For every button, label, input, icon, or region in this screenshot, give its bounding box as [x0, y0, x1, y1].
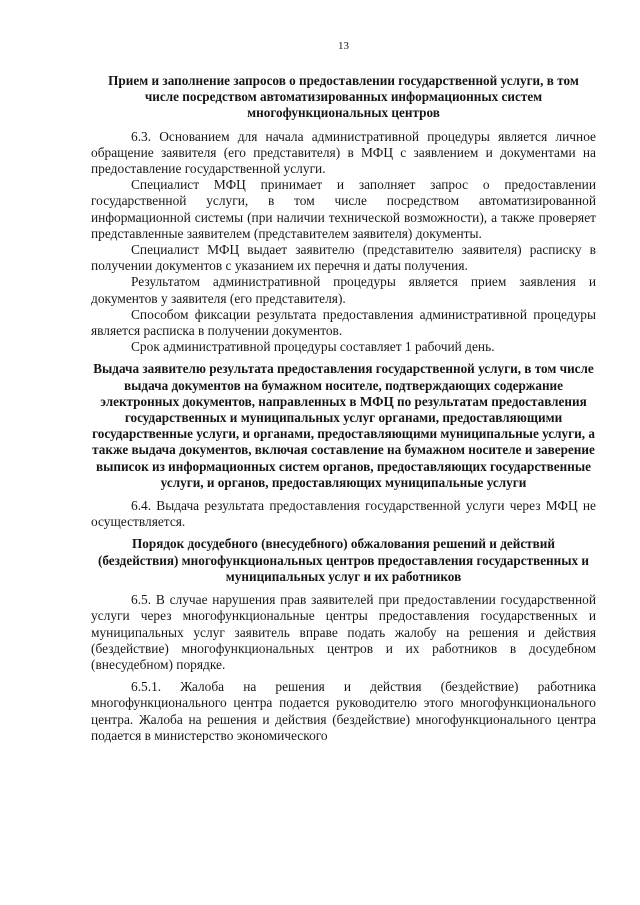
section-heading-issuance: Выдача заявителю результата предоставления государственной услуги, в том числе выдача документов на бумажном носителе, подтверждающих содержание электронных документов, направленных в МФЦ по результатам предоставления государственных и муниципальных услуг органами, предоставляющими государственные услуги, и органами, предоставляющими муниципальные услуги, а также выдача документов, включая составление на бумажном носителе и заверение выписок из информационных систем органов, предоставляющих государственные услуги, и органов, предоставляющих муниципальные услуги	[92, 361, 595, 490]
section-heading-intake: Прием и заполнение запросов о предоставлении государственной услуги, в том числе посредством автоматизированных информационных систем многофункциональных центров	[108, 73, 579, 121]
paragraph: Специалист МФЦ выдает заявителю (представителю заявителя) расписку в получении документов с указанием их перечня и даты получения.	[91, 242, 596, 274]
paragraph: Специалист МФЦ принимает и заполняет запрос о предоставлении государственной услуги, в том числе посредством автоматизированной информационной системы (при наличии технической возможности), а также проверяет представленные заявителем (представителем заявителя) документы.	[91, 177, 596, 241]
paragraph: Способом фиксации результата предоставления административной процедуры является расписка в получении документов.	[91, 306, 596, 339]
paragraph: 6.5. В случае нарушения прав заявителей при предоставлении государственной услуги через многофункциональные центры предоставления государственных и муниципальных услуг заявитель вправе подать жалобу на решения и действия (бездействие) многофункциональных центров и их работников в досудебном (внесудебном) порядке.	[91, 592, 596, 672]
paragraph: 6.3. Основанием для начала административной процедуры является личное обращение заявителя (его представителя) в МФЦ с заявлением и документами на предоставление государственной услуги.	[91, 128, 596, 177]
paragraph: Результатом административной процедуры является прием заявления и документов у заявителя (его представителя).	[91, 274, 596, 306]
paragraph: 6.5.1. Жалоба на решения и действия (бездействие) работника многофункционального центра подается руководителю этого многофункционального центра. Жалоба на решения и действия (бездействие) многофункционального центра подается в министерство экономического	[91, 679, 596, 743]
paragraph: 6.4. Выдача результата предоставления государственной услуги через МФЦ не осуществляется.	[91, 498, 596, 530]
section-heading-appeal: Порядок досудебного (внесудебного) обжалования решений и действий (бездействия) многофункциональных центров предоставления государственных и муниципальных услуг и их работников	[97, 536, 590, 584]
page-number: 13	[338, 40, 349, 52]
paragraph: Срок административной процедуры составляет 1 рабочий день.	[131, 339, 495, 355]
